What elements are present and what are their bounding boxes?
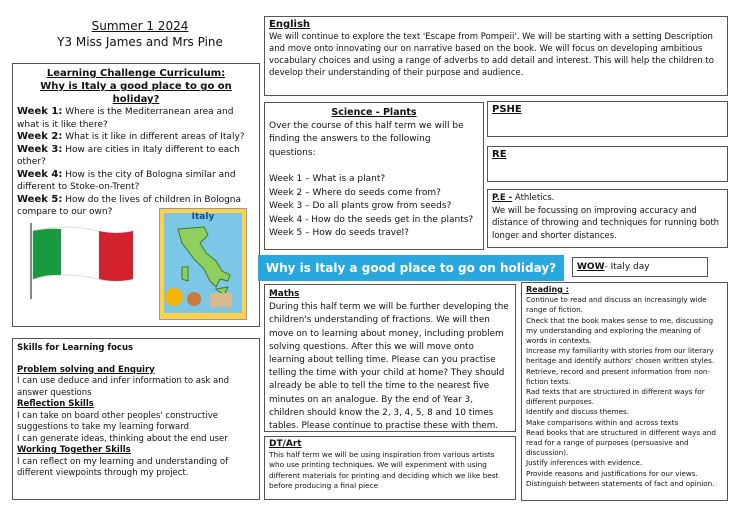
reading-line: Increase my familiarity with stories from our literary heritage and identify authors' chosen written styles.	[526, 346, 715, 366]
maths-title: Maths	[269, 289, 300, 299]
english-box	[264, 16, 728, 96]
skills-sections	[17, 365, 255, 480]
reading-line: Identify and discuss themes.	[526, 407, 630, 417]
pshe-title: PSHE	[492, 104, 522, 115]
science-week-item: Week 5 – How do seeds travel?	[269, 228, 409, 238]
science-week-item: Week 3 – Do all plants grow from seeds?	[269, 201, 452, 211]
skills-title: Skills for Learning focus	[17, 343, 134, 353]
reading-line: Provide reasons and justifications for our views.	[526, 468, 698, 478]
title-banner	[258, 255, 564, 281]
reading-line: Rad texts that are structured in different ways for different purposes.	[526, 387, 705, 407]
skills-section-line: I can use deduce and infer information to ask and answer questions	[17, 376, 230, 398]
learning-week-text: How are cities in Italy different to each other?	[17, 144, 240, 167]
reading-line: Read books that are structured in different ways and read for a range of purposes (persuasive and discussion).	[526, 427, 716, 458]
reading-line: Distinguish between statements of fact and opinion.	[526, 478, 715, 488]
learning-week-label: Week 2:	[17, 131, 63, 142]
header	[40, 18, 240, 50]
banner-text: Why is Italy a good place to go on holiday?	[265, 261, 557, 275]
term-title: Summer 1 2024	[91, 19, 189, 33]
learning-week-item	[17, 144, 255, 169]
learning-week-label: Week 3:	[17, 143, 63, 155]
learning-challenge-question: Why is Italy a good place to go on holiday?	[40, 81, 232, 105]
reading-line: Retrieve, record and present information from non-fiction texts.	[526, 366, 711, 386]
skills-box	[12, 338, 260, 500]
learning-week-text: How do the lives of children in Bologna compare to our own?	[17, 194, 242, 217]
reading-lines	[526, 295, 723, 489]
skills-section-heading: Problem solving and Enquiry	[17, 364, 155, 375]
wow-box	[572, 257, 708, 277]
science-title: Science - Plants	[331, 107, 417, 118]
maths-body: During this half term we will be further developing the children's understanding of fractions. We will then move on to learning about money, including problem solving questions. After this we will move onto learning about telling time. Please can you practise telling the time with your child at home? They should already be able to tell the time to the nearest five minutes on an analogue. By the end of Year 3, children should know the 2, 3, 4, 5, 8 and 10 times tables. Please continue to practise these with them.	[269, 302, 509, 432]
reading-title: Reading :	[526, 285, 569, 294]
skills-section-heading: Working Together Skills	[17, 445, 131, 455]
reading-line: Check that the book makes sense to me, discussing my understanding and exploring the meaning of words in contexts.	[526, 315, 714, 346]
dt-art-box	[264, 436, 516, 500]
learning-challenge-weeks	[17, 106, 255, 219]
skills-section-line: I can generate ideas, thinking about the end user	[17, 433, 228, 444]
wow-label: WOW	[577, 262, 605, 272]
science-week-item: Week 1 – What is a plant?	[269, 174, 386, 184]
pe-title: P.E -	[492, 193, 513, 203]
wow-text: - Italy day	[604, 262, 650, 272]
skills-section-line: I can reflect on my learning and understanding of different viewpoints through my project.	[17, 456, 229, 478]
learning-week-label: Week 1:	[17, 106, 63, 117]
science-week-item: Week 4 - How do the seeds get in the plants?	[269, 214, 474, 225]
english-title: English	[269, 19, 311, 30]
science-weeks	[269, 173, 479, 241]
skills-section-heading: Reflection Skills	[17, 399, 94, 409]
learning-week-text: What is it like in different areas of Italy?	[65, 132, 245, 142]
learning-week-item	[17, 106, 255, 131]
re-box	[487, 146, 728, 182]
reading-line: Justify inferences with evidence.	[526, 458, 643, 468]
learning-week-item	[17, 169, 255, 194]
english-body: We will continue to explore the text 'Escape from Pompeii'. We will be starting with a setting Description and move onto innovating our on narrative based on the book. We will focus on developing ambitious vocabulary choices and using a range of adverbs to add detail and interest. This will help the children to develop their understanding of their purpose and audience.	[269, 32, 714, 78]
reading-box	[521, 282, 728, 501]
pe-box	[487, 189, 728, 248]
learning-week-label: Week 4:	[17, 168, 63, 180]
pe-subtitle: Athletics.	[514, 193, 555, 203]
learning-challenge-box	[12, 63, 260, 327]
reading-line: Make comparisons within and across texts	[526, 417, 679, 427]
learning-challenge-title: Learning Challenge Curriculum:	[46, 68, 226, 79]
re-title: RE	[492, 149, 507, 160]
learning-week-item	[17, 131, 255, 144]
science-week-item: Week 2 – Where do seeds come from?	[269, 187, 441, 198]
maths-box	[264, 284, 516, 432]
italian-flag-image	[25, 219, 137, 299]
science-box	[264, 102, 484, 250]
map-title: Italy	[191, 212, 215, 222]
italy-map-image	[159, 208, 247, 320]
science-intro: Over the course of this half term we will be finding the answers to the following questions:	[269, 120, 464, 158]
dt-art-body: This half term we will be using inspiration from various artists who use printing techniques. We will experiment with using different materials for printing and deciding which we like best before producing a final piece	[269, 449, 499, 490]
skills-section-line: I can take on board other peoples' constructive suggestions to take my learning forward	[17, 410, 218, 432]
dt-art-title: DT/Art	[269, 439, 302, 449]
pshe-box	[487, 101, 728, 137]
pe-body: We will be focussing on improving accuracy and distance of throwing and techniques for running both longer and shorter distances.	[492, 205, 720, 241]
class-title: Y3 Miss James and Mrs Pine	[57, 35, 223, 49]
reading-line: Continue to read and discuss an increasingly wide range of fiction.	[526, 295, 707, 315]
learning-week-text: How is the city of Bologna similar and different to Stoke-on-Trent?	[17, 169, 236, 192]
learning-week-label: Week 5:	[17, 193, 63, 205]
learning-week-text: Where is the Mediterranean area and what is it like there?	[17, 107, 234, 130]
